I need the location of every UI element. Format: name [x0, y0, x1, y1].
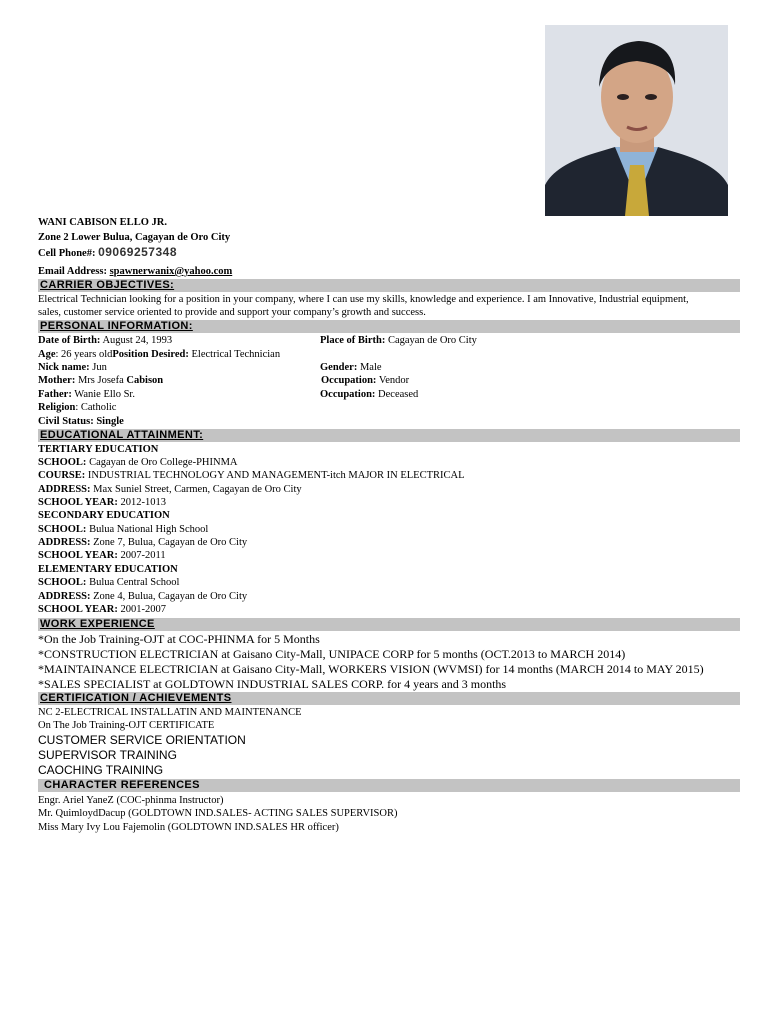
work-item: *SALES SPECIALIST at GOLDTOWN INDUSTRIAL SALES CORP. for 4 years and 3 months: [38, 677, 507, 691]
work-item: *CONSTRUCTION ELECTRICIAN at Gaisano City-Mall, UNIPACE CORP for 5 months (OCT.2013 to MARCH 2014): [38, 647, 626, 661]
certification-item: CUSTOMER SERVICE ORIENTATION: [38, 733, 246, 747]
elementary-school: SCHOOL: Bulua Central School: [38, 577, 180, 588]
cell-phone-line: [38, 246, 177, 260]
email-label: Email Address:: [38, 266, 107, 277]
applicant-photo: [545, 25, 728, 216]
section-header-references: CHARACTER REFERENCES: [38, 779, 740, 792]
mother-occupation-row: Occupation: Vendor: [321, 375, 410, 386]
work-item: *On the Job Training-OJT at COC-PHINMA for 5 Months: [38, 632, 320, 646]
secondary-year: SCHOOL YEAR: 2007-2011: [38, 550, 166, 561]
email-line: [38, 265, 232, 278]
elementary-year: SCHOOL YEAR: 2001-2007: [38, 604, 166, 615]
certification-item: SUPERVISOR TRAINING: [38, 748, 177, 762]
elementary-address: ADDRESS: Zone 4, Bulua, Cagayan de Oro City: [38, 591, 248, 602]
gender-row: Gender: Male: [320, 362, 382, 373]
religion-row: Religion: Catholic: [38, 402, 117, 413]
applicant-name: WANI CABISON ELLO JR.: [38, 217, 167, 228]
secondary-address: ADDRESS: Zone 7, Bulua, Cagayan de Oro City: [38, 537, 248, 548]
secondary-heading: SECONDARY EDUCATION: [38, 510, 170, 521]
dob-row: Date of Birth: August 24, 1993: [38, 335, 173, 346]
cell-phone-value: 09069257348: [98, 245, 177, 259]
secondary-school: SCHOOL: Bulua National High School: [38, 524, 209, 535]
tertiary-address: ADDRESS: Max Suniel Street, Carmen, Cagayan de Oro City: [38, 484, 302, 495]
section-header-personal: PERSONAL INFORMATION:: [38, 320, 740, 333]
tertiary-heading: TERTIARY EDUCATION: [38, 444, 159, 455]
certification-item: NC 2-ELECTRICAL INSTALLATIN AND MAINTENANCE: [38, 707, 302, 718]
portrait-image: [545, 25, 728, 216]
tertiary-school: SCHOOL: Cagayan de Oro College-PHINMA: [38, 457, 238, 468]
section-header-education: EDUCATIONAL ATTAINMENT:: [38, 429, 740, 442]
pob-row: Place of Birth: Cagayan de Oro City: [320, 335, 477, 346]
section-header-certification: CERTIFICATION / ACHIEVEMENTS: [38, 692, 740, 705]
father-row: Father: Wanie Ello Sr.: [38, 389, 135, 400]
section-header-objectives: CARRIER OBJECTIVES:: [38, 279, 740, 292]
email-link[interactable]: spawnerwanix@yahoo.com: [109, 266, 233, 277]
civil-status-row: Civil Status: Single: [38, 416, 124, 427]
reference-item: Engr. Ariel YaneZ (COC-phinma Instructor): [38, 795, 224, 806]
age-row: Age: 26 years oldPosition Desired: Electrical Technician: [38, 349, 281, 360]
work-item: *MAINTAINANCE ELECTRICIAN at Gaisano City-Mall, WORKERS VISION (WVMSI) for 14 months (MARCH 2014 to MAY 2015): [38, 662, 704, 676]
objectives-line-1: Electrical Technician looking for a position in your company, where I can use my skills, knowledge and experience. I am Innovative, Industrial equipment,: [38, 294, 689, 305]
reference-item: Miss Mary Ivy Lou Fajemolin (GOLDTOWN IND.SALES HR officer): [38, 822, 339, 833]
certification-item: CAOCHING TRAINING: [38, 763, 164, 777]
tertiary-year: SCHOOL YEAR: 2012-1013: [38, 497, 166, 508]
mother-row: Mother: Mrs Josefa Cabison: [38, 375, 164, 386]
cell-phone-label: Cell Phone#:: [38, 248, 96, 259]
certification-item: On The Job Training-OJT CERTIFICATE: [38, 720, 215, 731]
tertiary-course: COURSE: INDUSTRIAL TECHNOLOGY AND MANAGEMENT-itch MAJOR IN ELECTRICAL: [38, 470, 465, 481]
objectives-line-2: sales, customer service oriented to provide and support your company’s growth and success.: [38, 307, 426, 318]
section-header-work: WORK EXPERIENCE: [38, 618, 740, 631]
father-occupation-row: Occupation: Deceased: [320, 389, 419, 400]
nickname-row: Nick name: Jun: [38, 362, 107, 373]
applicant-address: Zone 2 Lower Bulua, Cagayan de Oro City: [38, 232, 231, 243]
reference-item: Mr. QuimloydDacup (GOLDTOWN IND.SALES- ACTING SALES SUPERVISOR): [38, 808, 398, 819]
elementary-heading: ELEMENTARY EDUCATION: [38, 564, 178, 575]
